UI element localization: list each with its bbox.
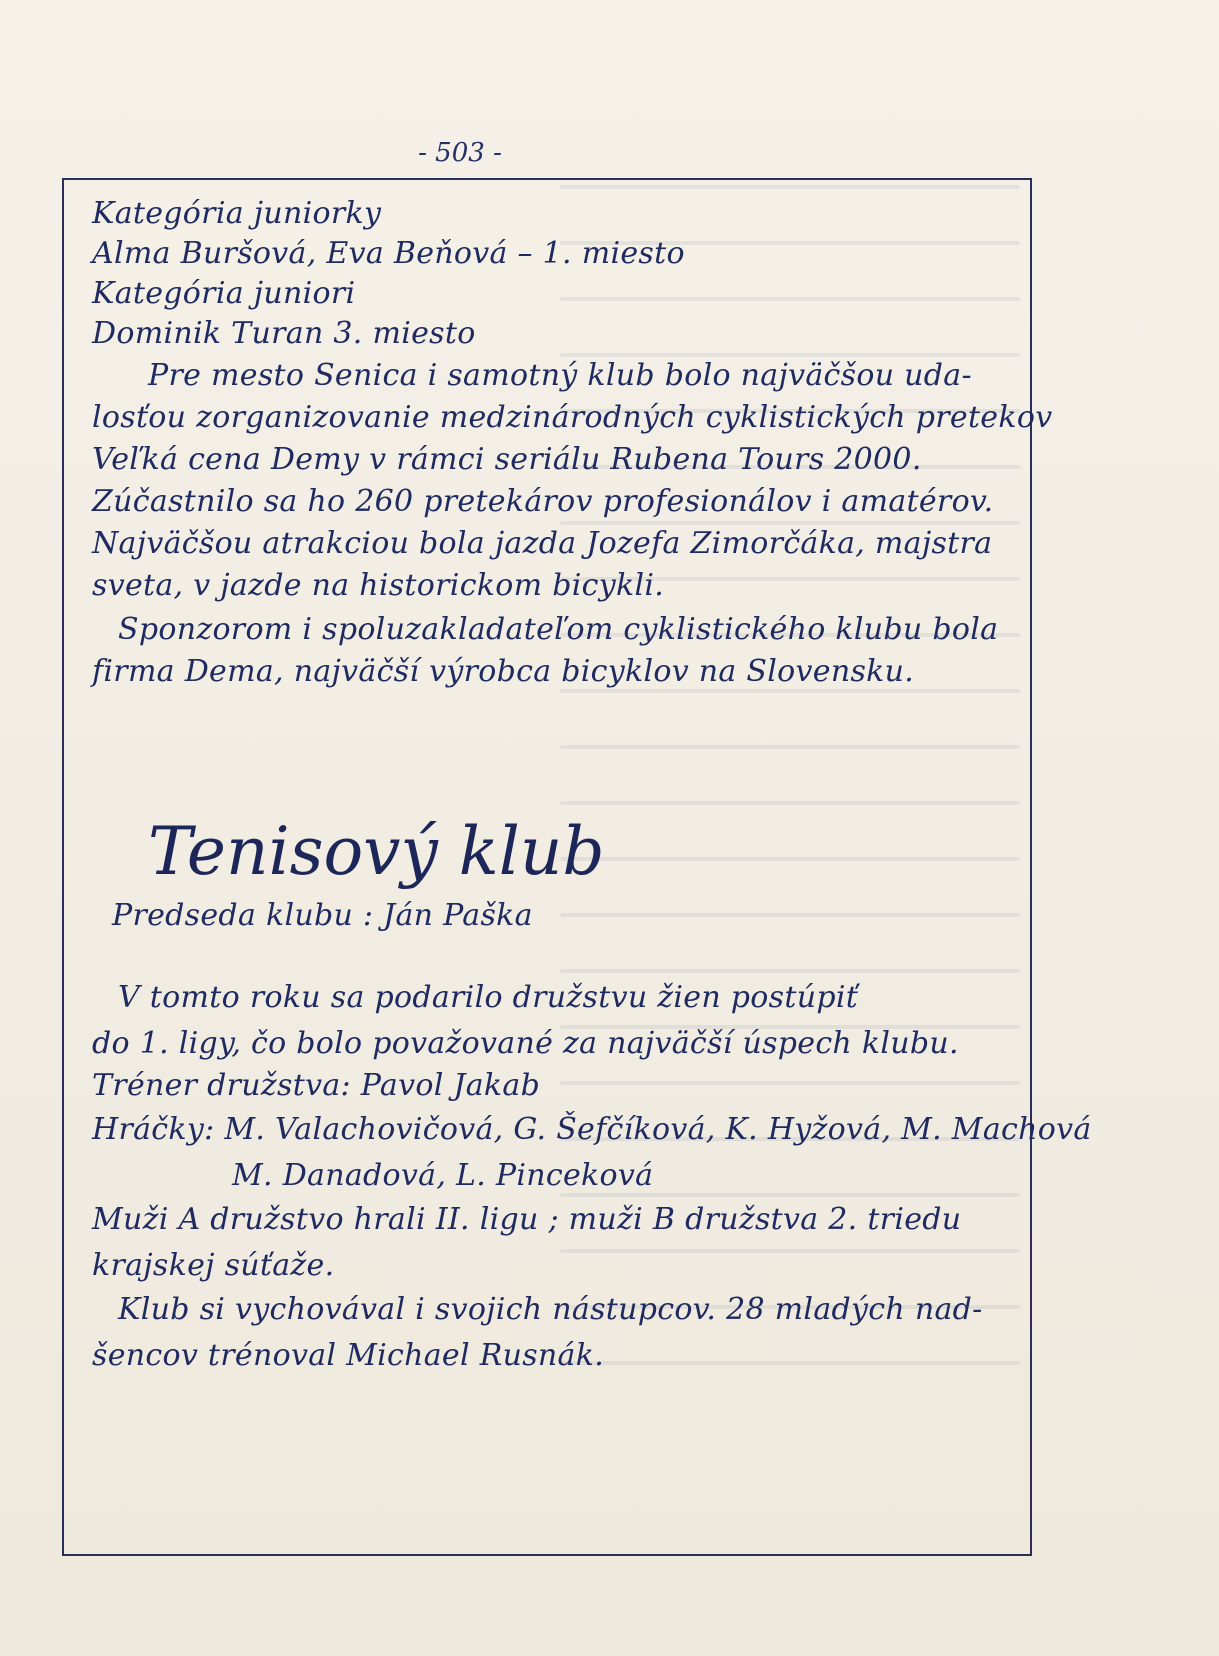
text-line: Zúčastnilo sa ho 260 pretekárov profesionálov i amatérov.	[92, 484, 994, 519]
text-line: Veľká cena Demy v rámci seriálu Rubena Tours 2000.	[92, 442, 922, 477]
text-line: Sponzorom i spoluzakladateľom cyklistického klubu bola	[118, 612, 999, 647]
text-line: V tomto roku sa podarilo družstvu žien postúpiť	[118, 980, 859, 1015]
text-line: Hráčky: M. Valachovičová, G. Šefčíková, K. Hyžová, M. Machová	[92, 1112, 1092, 1147]
text-line: Muži A družstvo hrali II. ligu ; muži B družstva 2. triedu	[92, 1202, 962, 1237]
text-line: Najväčšou atrakciou bola jazda Jozefa Zimorčáka, majstra	[92, 526, 993, 561]
text-line: Kategória juniori	[92, 276, 356, 311]
section-heading: Tenisový klub	[148, 813, 605, 890]
text-line: sveta, v jazde na historickom bicykli.	[92, 568, 665, 603]
text-line: firma Dema, najväčší výrobca bicyklov na Slovensku.	[92, 654, 915, 689]
text-line: M. Danadová, L. Pinceková	[232, 1158, 654, 1193]
text-line: Klub si vychovával i svojich nástupcov. 28 mladých nad-	[118, 1292, 983, 1327]
text-line: krajskej súťaže.	[92, 1248, 335, 1283]
text-line: Pre mesto Senica i samotný klub bolo najväčšou uda-	[148, 358, 972, 393]
text-line: losťou zorganizovanie medzinárodných cyklistických pretekov	[92, 400, 1053, 435]
text-line: do 1. ligy, čo bolo považované za najväčší úspech klubu.	[92, 1026, 959, 1061]
text-line: Tréner družstva: Pavol Jakab	[92, 1068, 541, 1103]
text-line: Kategória juniorky	[92, 196, 382, 231]
page-number: - 503 -	[418, 138, 502, 168]
text-line: šencov trénoval Michael Rusnák.	[92, 1338, 605, 1373]
text-line: Predseda klubu : Ján Paška	[112, 898, 533, 933]
text-line: Dominik Turan 3. miesto	[92, 316, 476, 351]
text-line: Alma Buršová, Eva Beňová – 1. miesto	[92, 236, 685, 271]
